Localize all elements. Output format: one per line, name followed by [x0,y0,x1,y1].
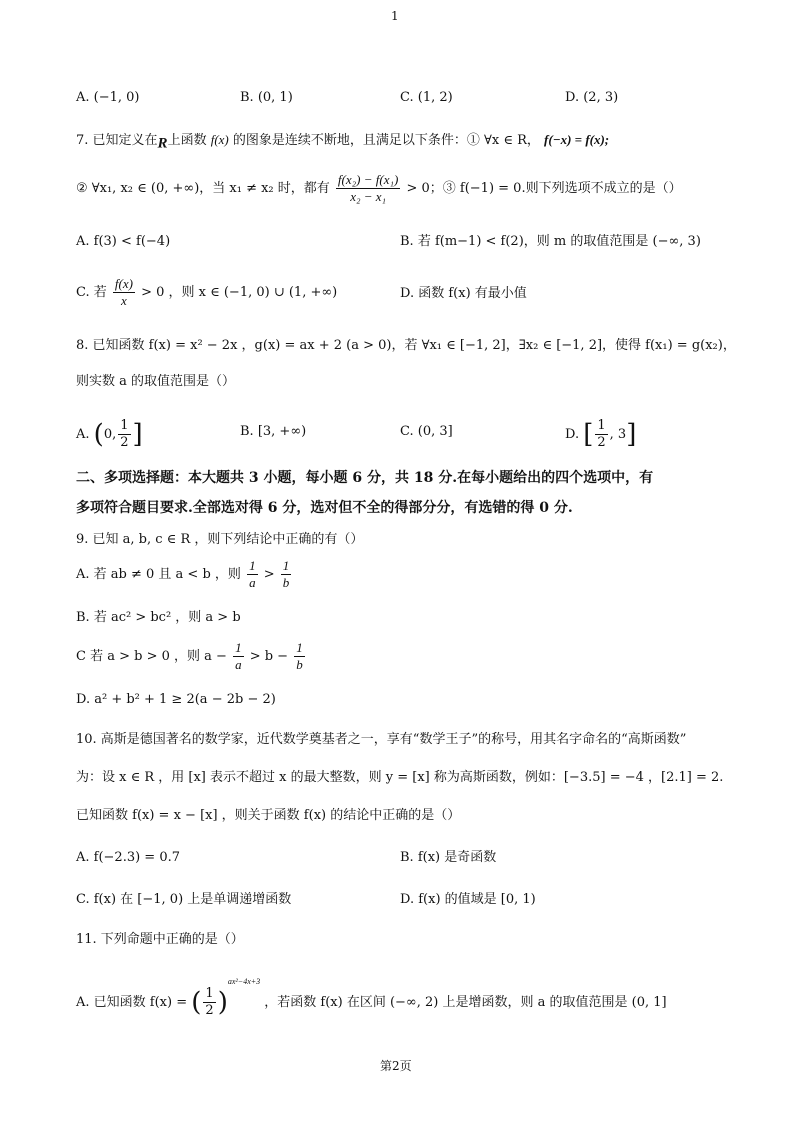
q11-opta-denominator: 2 [205,1003,214,1018]
q9-optc-den2: b [296,657,303,672]
q6-option-b: B. (0, 1) [240,90,293,105]
q9-opta-mid: > [263,567,275,582]
q8-option-b: B. [3, +∞) [240,424,307,439]
q8-opta-left: 0, [103,427,117,442]
q8-option-d [565,418,636,451]
q8-optd-open-bracket: [ [583,419,594,450]
q8-stem-line1: 8. 已知函数 f(x) = x² − 2x ，g(x) = ax + 2 (a > 0)，若 ∀x₁ ∈ [−1, 2]，∃x₂ ∈ [−1, 2]，使得 f(x₁) = g(x₂)， [76,338,736,353]
q9-opta-fraction-1 [247,558,258,591]
q9-option-b: B. 若 ac² > bc² ，则 a > b [76,610,241,625]
q7-optc-fraction [113,276,135,309]
q7-option-d: D. 函数 f(x) 有最小值 [400,286,527,301]
section2-line1: 二、多项选择题：本大题共 3 小题，每小题 6 分，共 18 分.在每小题给出的四个选项中，有 [76,470,654,486]
q7-optc-numerator: f(x) [114,276,133,291]
q10-option-c: C. f(x) 在 [−1, 0) 上是单调递增函数 [76,892,292,907]
q7-stem-cond1: f(−x) = f(x); [544,132,610,147]
q7-option-c [76,276,337,309]
q9-optc-fraction-1 [233,640,244,673]
q9-optc-prefix: C 若 a > b > 0 ，则 a − [76,649,227,664]
q9-opta-den1: a [249,575,256,590]
q8-opta-numerator: 1 [120,418,129,433]
q11-opta-exponent: ax²−4x+3 [227,977,261,986]
q9-optc-num2: 1 [296,640,303,655]
q11-opta-numerator: 1 [205,986,214,1001]
q11-stem: 11. 下列命题中正确的是（） [76,932,244,947]
q8-opta-prefix: A. [76,427,90,442]
q6-option-c: C. (1, 2) [400,90,453,105]
q9-optc-num1: 1 [235,640,242,655]
page-number: 1 [391,9,399,23]
q11-opta-close-paren: ) [217,987,228,1018]
q8-opta-fraction [118,418,130,451]
q7-stem-part1: 7. 已知定义在 [76,133,158,148]
q9-opta-num1: 1 [249,558,256,573]
q11-opta-prefix: A. 已知函数 f(x) = [76,995,188,1010]
q7-cond2-prefix: ② ∀x₁, x₂ ∈ (0, +∞)，当 x₁ ≠ x₂ 时，都有 [76,181,330,196]
q8-optd-numerator: 1 [597,418,606,433]
q10-option-a: A. f(−2.3) = 0.7 [76,850,181,865]
q7-stem [76,130,609,154]
q7-cond2-numerator: f(x₂) − f(x₁) [337,172,399,187]
q7-optc-suffix: > 0 ，则 x ∈ (−1, 0) ∪ (1, +∞) [141,285,338,300]
q8-optd-prefix: D. [565,427,580,442]
q11-option-a [76,972,667,1019]
q9-opta-fraction-2 [281,558,292,591]
q7-condition-2 [76,172,682,205]
q7-cond2-denominator: x₂ − x₁ [350,189,387,204]
q8-optd-right: , 3 [609,427,627,442]
q9-option-a [76,558,293,591]
q7-optc-denominator: x [121,293,127,308]
q7-stem-r: R [157,135,168,152]
q8-opta-denominator: 2 [120,435,129,450]
q9-opta-prefix: A. 若 ab ≠ 0 且 a < b ，则 [76,567,241,582]
q11-opta-fraction [203,986,215,1019]
q9-optc-den1: a [235,657,242,672]
q9-opta-den2: b [282,575,290,590]
q9-optc-fraction-2 [294,640,305,673]
q8-option-a [76,418,143,451]
q8-opta-open-paren: ( [93,419,104,450]
q10-stem-line2: 为：设 x ∈ R ，用 [x] 表示不超过 x 的最大整数，则 y = [x] 称为高斯函数，例如：[−3.5] = −4 ，[2.1] = 2. [76,770,724,785]
q9-opta-num2: 1 [282,558,290,573]
q7-option-b: B. 若 f(m−1) < f(2)，则 m 的取值范围是 (−∞, 3) [400,234,701,249]
q7-stem-part3: 的图象是连续不断地，且满足以下条件：① ∀x ∈ R， [232,133,540,148]
q8-optd-denominator: 2 [597,435,606,450]
q8-stem-line2: 则实数 a 的取值范围是（） [76,374,236,389]
q11-opta-suffix: ，若函数 f(x) 在区间 (−∞, 2) 上是增函数，则 a 的取值范围是 (0, 1] [264,995,667,1010]
q10-stem-line1: 10. 高斯是德国著名的数学家，近代数学奠基者之一，享有“数学王子”的称号，用其名字命名的“高斯函数” [76,732,687,747]
page-label: 第2页 [380,1059,412,1073]
q11-opta-open-paren: ( [191,987,202,1018]
q7-stem-fx: f(x) [210,132,229,147]
q8-option-c: C. (0, 3] [400,424,453,439]
section2-line2: 多项符合题目要求.全部选对得 6 分，选对但不全的得部分分，有选错的得 0 分. [76,500,573,516]
q8-optd-fraction [595,418,607,451]
q6-option-d: D. (2, 3) [565,90,619,105]
q7-cond2-suffix: > 0；③ f(−1) = 0.则下列选项不成立的是（） [406,181,682,196]
q9-stem: 9. 已知 a, b, c ∈ R ，则下列结论中正确的有（） [76,532,364,547]
q8-opta-close-bracket: ] [132,419,143,450]
q10-option-d: D. f(x) 的值域是 [0, 1) [400,892,536,907]
q9-option-d: D. a² + b² + 1 ≥ 2(a − 2b − 2) [76,692,276,707]
q7-stem-part2: 上函数 [167,133,207,148]
q8-optd-close-bracket: ] [626,419,637,450]
q7-option-a: A. f(3) < f(−4) [76,234,171,249]
q9-optc-mid: > b − [249,649,289,664]
q9-option-c [76,640,307,673]
q6-option-a: A. (−1, 0) [76,90,140,105]
q10-option-b: B. f(x) 是奇函数 [400,850,497,865]
q7-optc-prefix: C. 若 [76,285,107,300]
q7-cond2-fraction [336,172,400,205]
q10-stem-line3: 已知函数 f(x) = x − [x] ，则关于函数 f(x) 的结论中正确的是（） [76,808,461,823]
